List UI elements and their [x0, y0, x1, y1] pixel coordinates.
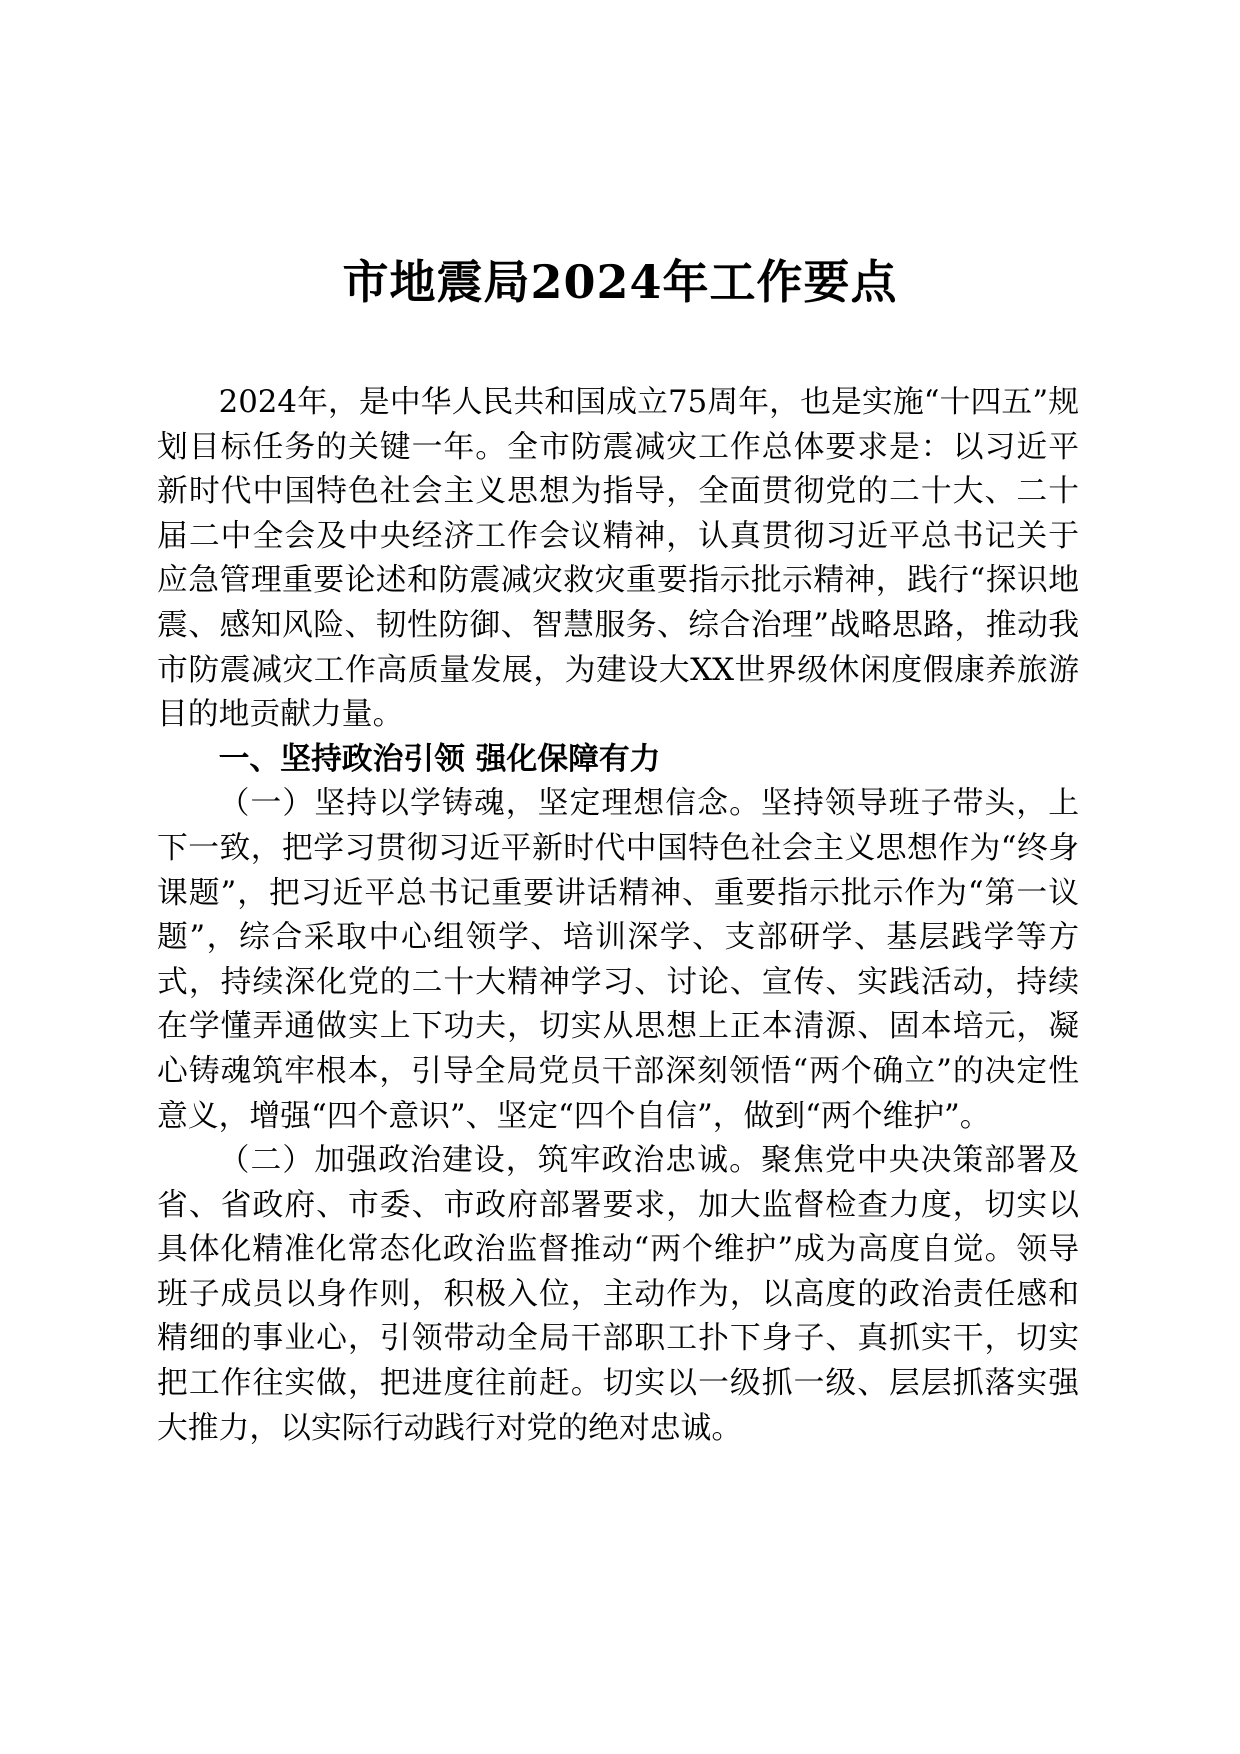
item-2-lead: （二）加强政治建设，筑牢政治忠诚。: [218, 1142, 762, 1179]
section-1-heading: 一、坚持政治引领 强化保障有力: [218, 740, 661, 777]
section-1-item-1: [157, 781, 1079, 1138]
document-title: 市地震局2024年工作要点: [342, 255, 898, 309]
section-1-item-2: [157, 1138, 1079, 1450]
item-2-text: 聚焦党中央决策部署及省、省政府、市委、市政府部署要求，加大监督检查力度，切实以具体化精准化常态化政治监督推动“两个维护”成为高度自觉。领导班子成员以身作则，积极入位，主动作为，以高度的政治责任感和精细的事业心，引领带动全局干部职工扑下身子、真抓实干，切实把工作往实做，把进度往前赶。切实以一级抓一级、层层抓落实强大推力，以实际行动践行对党的绝对忠诚。: [157, 1142, 1079, 1446]
intro-paragraph: 2024年，是中华人民共和国成立75周年，也是实施“十四五”规划目标任务的关键一年。全市防震减灾工作总体要求是：以习近平新时代中国特色社会主义思想为指导，全面贯彻党的二十大、二十届二中全会及中央经济工作会议精神，认真贯彻习近平总书记关于应急管理重要论述和防震减灾救灾重要指示批示精神，践行“探识地震、感知风险、韧性防御、智慧服务、综合治理”战略思路，推动我市防震减灾工作高质量发展，为建设大XX世界级休闲度假康养旅游目的地贡献力量。: [157, 384, 1079, 733]
document-body: [157, 380, 1079, 1450]
item-1-text: 坚持领导班子带头，上下一致，把学习贯彻习近平新时代中国特色社会主义思想作为“终身课题”，把习近平总书记重要讲话精神、重要指示批示作为“第一议题”，综合采取中心组领学、培训深学、支部研学、基层践学等方式，持续深化党的二十大精神学习、讨论、宣传、实践活动，持续在学懂弄通做实上下功夫，切实从思想上正本清源、固本培元，凝心铸魂筑牢根本，引导全局党员干部深刻领悟“两个确立”的决定性意义，增强“四个意识”、坚定“四个自信”，做到“两个维护”。: [157, 785, 1079, 1134]
item-1-lead: （一）坚持以学铸魂，坚定理想信念。: [218, 785, 762, 822]
